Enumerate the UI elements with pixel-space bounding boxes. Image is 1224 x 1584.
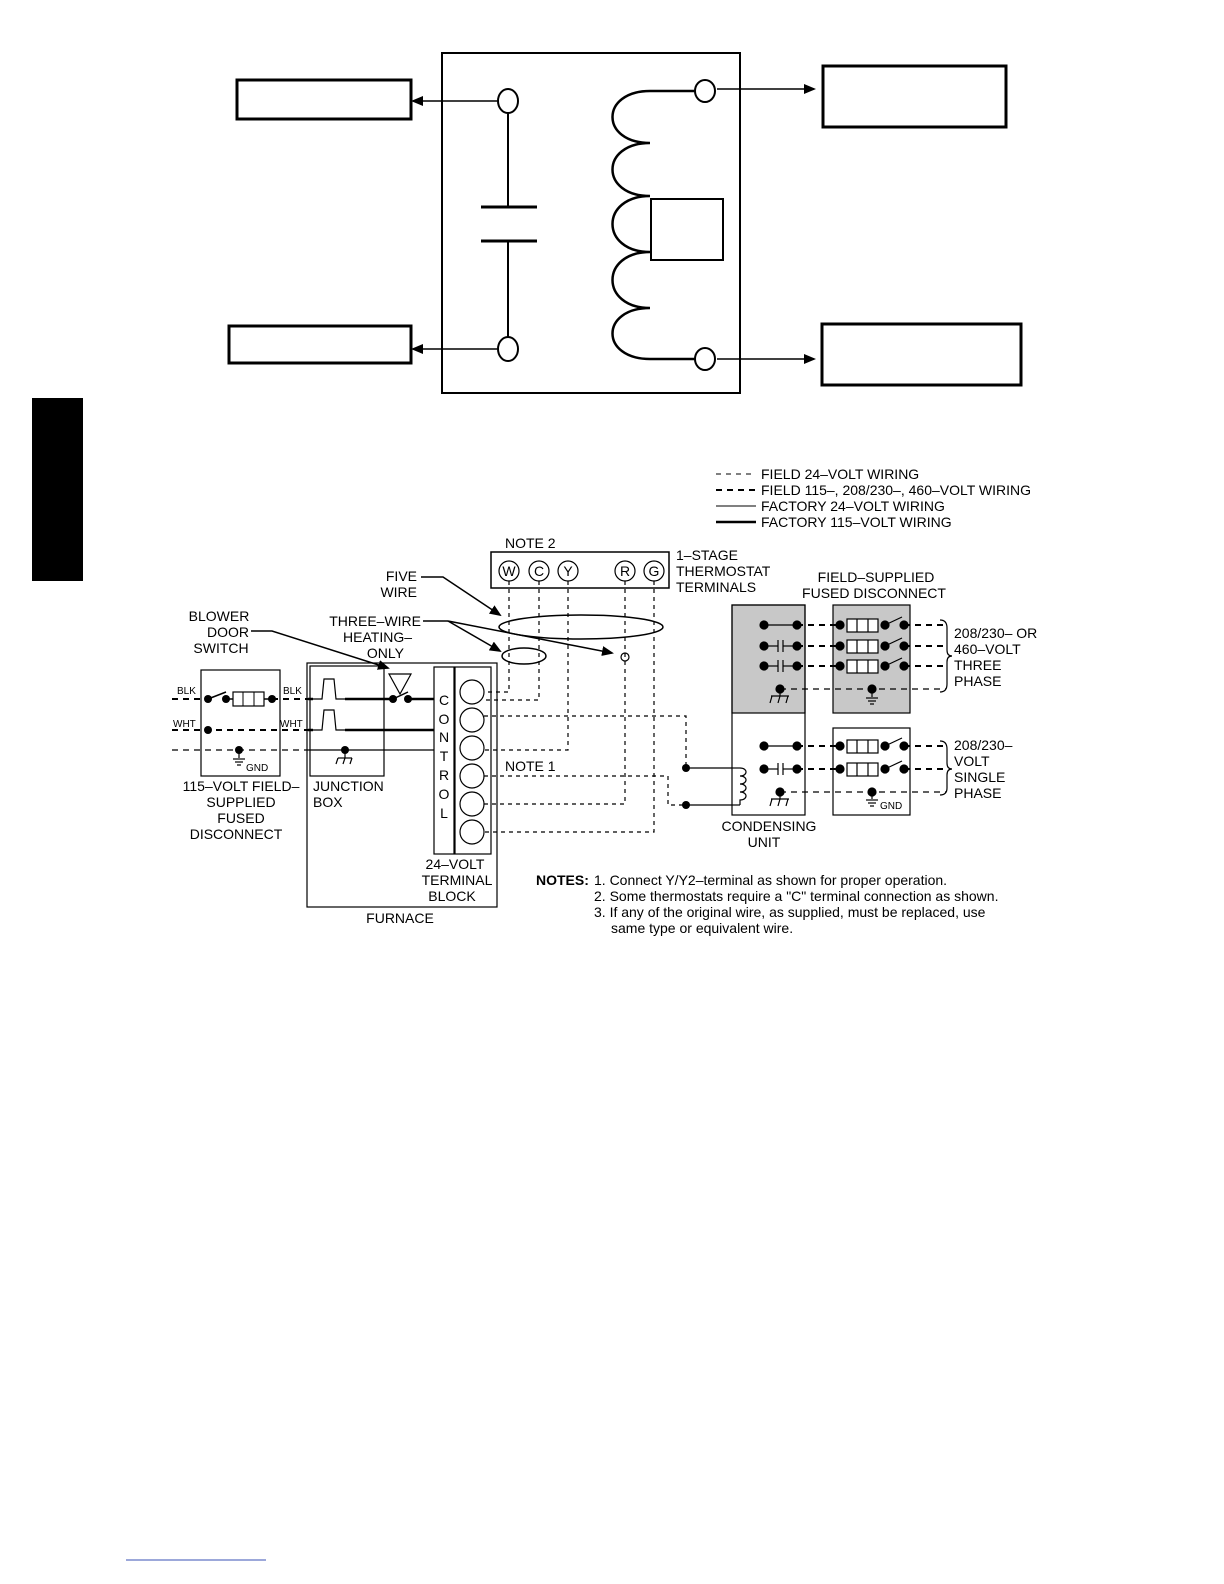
blk-label-right: BLK [283, 686, 302, 697]
terminal-r [615, 561, 635, 581]
terminal-circle [695, 80, 715, 102]
terminal-w [499, 561, 519, 581]
three-phase-label-4: PHASE [954, 673, 1002, 689]
field-disconnect-label-2: FUSED DISCONNECT [802, 585, 946, 601]
terminal-g [644, 561, 664, 581]
svg-text:R: R [438, 767, 450, 783]
svg-text:C: C [533, 563, 545, 579]
disconnect-115-line3: FUSED [217, 810, 265, 826]
three-wire-label-3: ONLY [366, 645, 404, 661]
legend [716, 466, 1031, 530]
legend-field-24v: FIELD 24–VOLT WIRING [761, 466, 920, 482]
five-wire-label-1: FIVE [385, 568, 417, 584]
three-wire-label-2: HEATING– [343, 629, 412, 645]
label-box-top-left [237, 80, 411, 119]
legend-factory-115v: FACTORY 115–VOLT WIRING [761, 514, 952, 530]
terminal-c [529, 561, 549, 581]
three-phase-label-2: 460–VOLT [954, 641, 1021, 657]
legend-factory-24v: FACTORY 24–VOLT WIRING [761, 498, 945, 514]
disconnect-115v [172, 670, 308, 842]
note-item-3: 3. If any of the original wire, as supplied, must be replaced, use [594, 904, 986, 920]
three-phase-label-1: 208/230– OR [954, 625, 1038, 641]
block-terminal [460, 708, 484, 732]
blk-label-left: BLK [177, 686, 196, 697]
five-wire-label-2: WIRE [380, 584, 417, 600]
condensing-label-2: UNIT [747, 834, 781, 850]
terminal-circle [695, 348, 715, 370]
single-phase-label-3: SINGLE [954, 769, 1006, 785]
notes-heading: NOTES: [536, 872, 589, 888]
svg-text:N: N [438, 729, 450, 745]
thermostat [491, 535, 771, 595]
furnace [307, 663, 497, 926]
svg-text:C: C [438, 692, 450, 708]
note-item-3-cont: same type or equivalent wire. [611, 920, 794, 936]
disconnect-115-line2: SUPPLIED [206, 794, 276, 810]
terminal-block-label-3: BLOCK [428, 888, 476, 904]
thermostat-label-line2: THERMOSTAT [676, 563, 771, 579]
svg-text:O: O [438, 711, 450, 727]
note-2-label: NOTE 2 [505, 535, 556, 551]
furnace-label: FURNACE [366, 910, 434, 926]
svg-text:T: T [439, 748, 449, 764]
terminal-block-label-2: TERMINAL [421, 872, 493, 888]
label-box-bottom-left [229, 326, 411, 363]
disconnect-115-line4: DISCONNECT [189, 826, 283, 842]
disconnect-115-line1: 115–VOLT FIELD– [182, 778, 300, 794]
gnd-label-115: GND [246, 763, 269, 774]
block-terminal [460, 764, 484, 788]
three-phase-label-3: THREE [954, 657, 1002, 673]
blower-label-1: BLOWER [188, 608, 250, 624]
note-item-1: 1. Connect Y/Y2–terminal as shown for proper operation. [594, 872, 948, 888]
svg-text:R: R [619, 563, 631, 579]
cable-callouts [329, 568, 663, 664]
legend-field-line: FIELD 115–, 208/230–, 460–VOLT WIRING [761, 482, 1032, 498]
block-terminal [460, 680, 484, 704]
svg-text:Y: Y [563, 563, 573, 579]
svg-text:W: W [502, 563, 516, 579]
svg-text:G: G [648, 563, 660, 579]
block-terminal [460, 736, 484, 760]
note-1-label: NOTE 1 [505, 758, 556, 774]
blower-label-3: SWITCH [193, 640, 249, 656]
thermostat-label-line1: 1–STAGE [676, 547, 738, 563]
terminal-circle [498, 89, 518, 113]
junction-label-1: JUNCTION [313, 778, 384, 794]
side-tab [32, 398, 83, 581]
relay-schematic [229, 53, 1021, 393]
field-24v-wires [484, 581, 686, 832]
condensing-unit [722, 605, 817, 850]
condensing-label-1: CONDENSING [721, 818, 817, 834]
five-wire-cable [499, 615, 663, 639]
svg-text:L: L [440, 805, 448, 821]
wht-label-right: WHT [280, 719, 303, 730]
terminal-circle [498, 337, 518, 361]
junction-label-2: BOX [313, 794, 343, 810]
gnd-label-single: GND [880, 801, 903, 812]
field-fused-disconnect [780, 569, 1037, 815]
three-wire-label-1: THREE–WIRE [329, 613, 421, 629]
single-phase-label-2: VOLT [954, 753, 990, 769]
label-box-bottom-right [822, 324, 1021, 385]
label-box-top-right [823, 66, 1006, 127]
svg-text:O: O [438, 786, 450, 802]
wht-label-left: WHT [173, 719, 196, 730]
thermostat-label-line3: TERMINALS [676, 579, 757, 595]
coil [613, 91, 696, 359]
notes [536, 872, 998, 936]
condensing-shaded [732, 605, 805, 713]
control-letters [439, 692, 450, 821]
field-disconnect-label-1: FIELD–SUPPLIED [817, 569, 935, 585]
terminal-block-label-1: 24–VOLT [425, 856, 485, 872]
terminal-y [558, 561, 578, 581]
schematic-frame [442, 53, 740, 393]
block-terminal [460, 820, 484, 844]
coil-core-box [651, 199, 723, 260]
single-phase-label-4: PHASE [954, 785, 1002, 801]
block-terminal [460, 792, 484, 816]
brace-three-phase [940, 620, 952, 692]
junction-box [310, 666, 384, 776]
note-item-2: 2. Some thermostats require a "C" terminal connection as shown. [594, 888, 999, 904]
blower-label-2: DOOR [207, 624, 249, 640]
single-phase-label-1: 208/230– [954, 737, 1013, 753]
